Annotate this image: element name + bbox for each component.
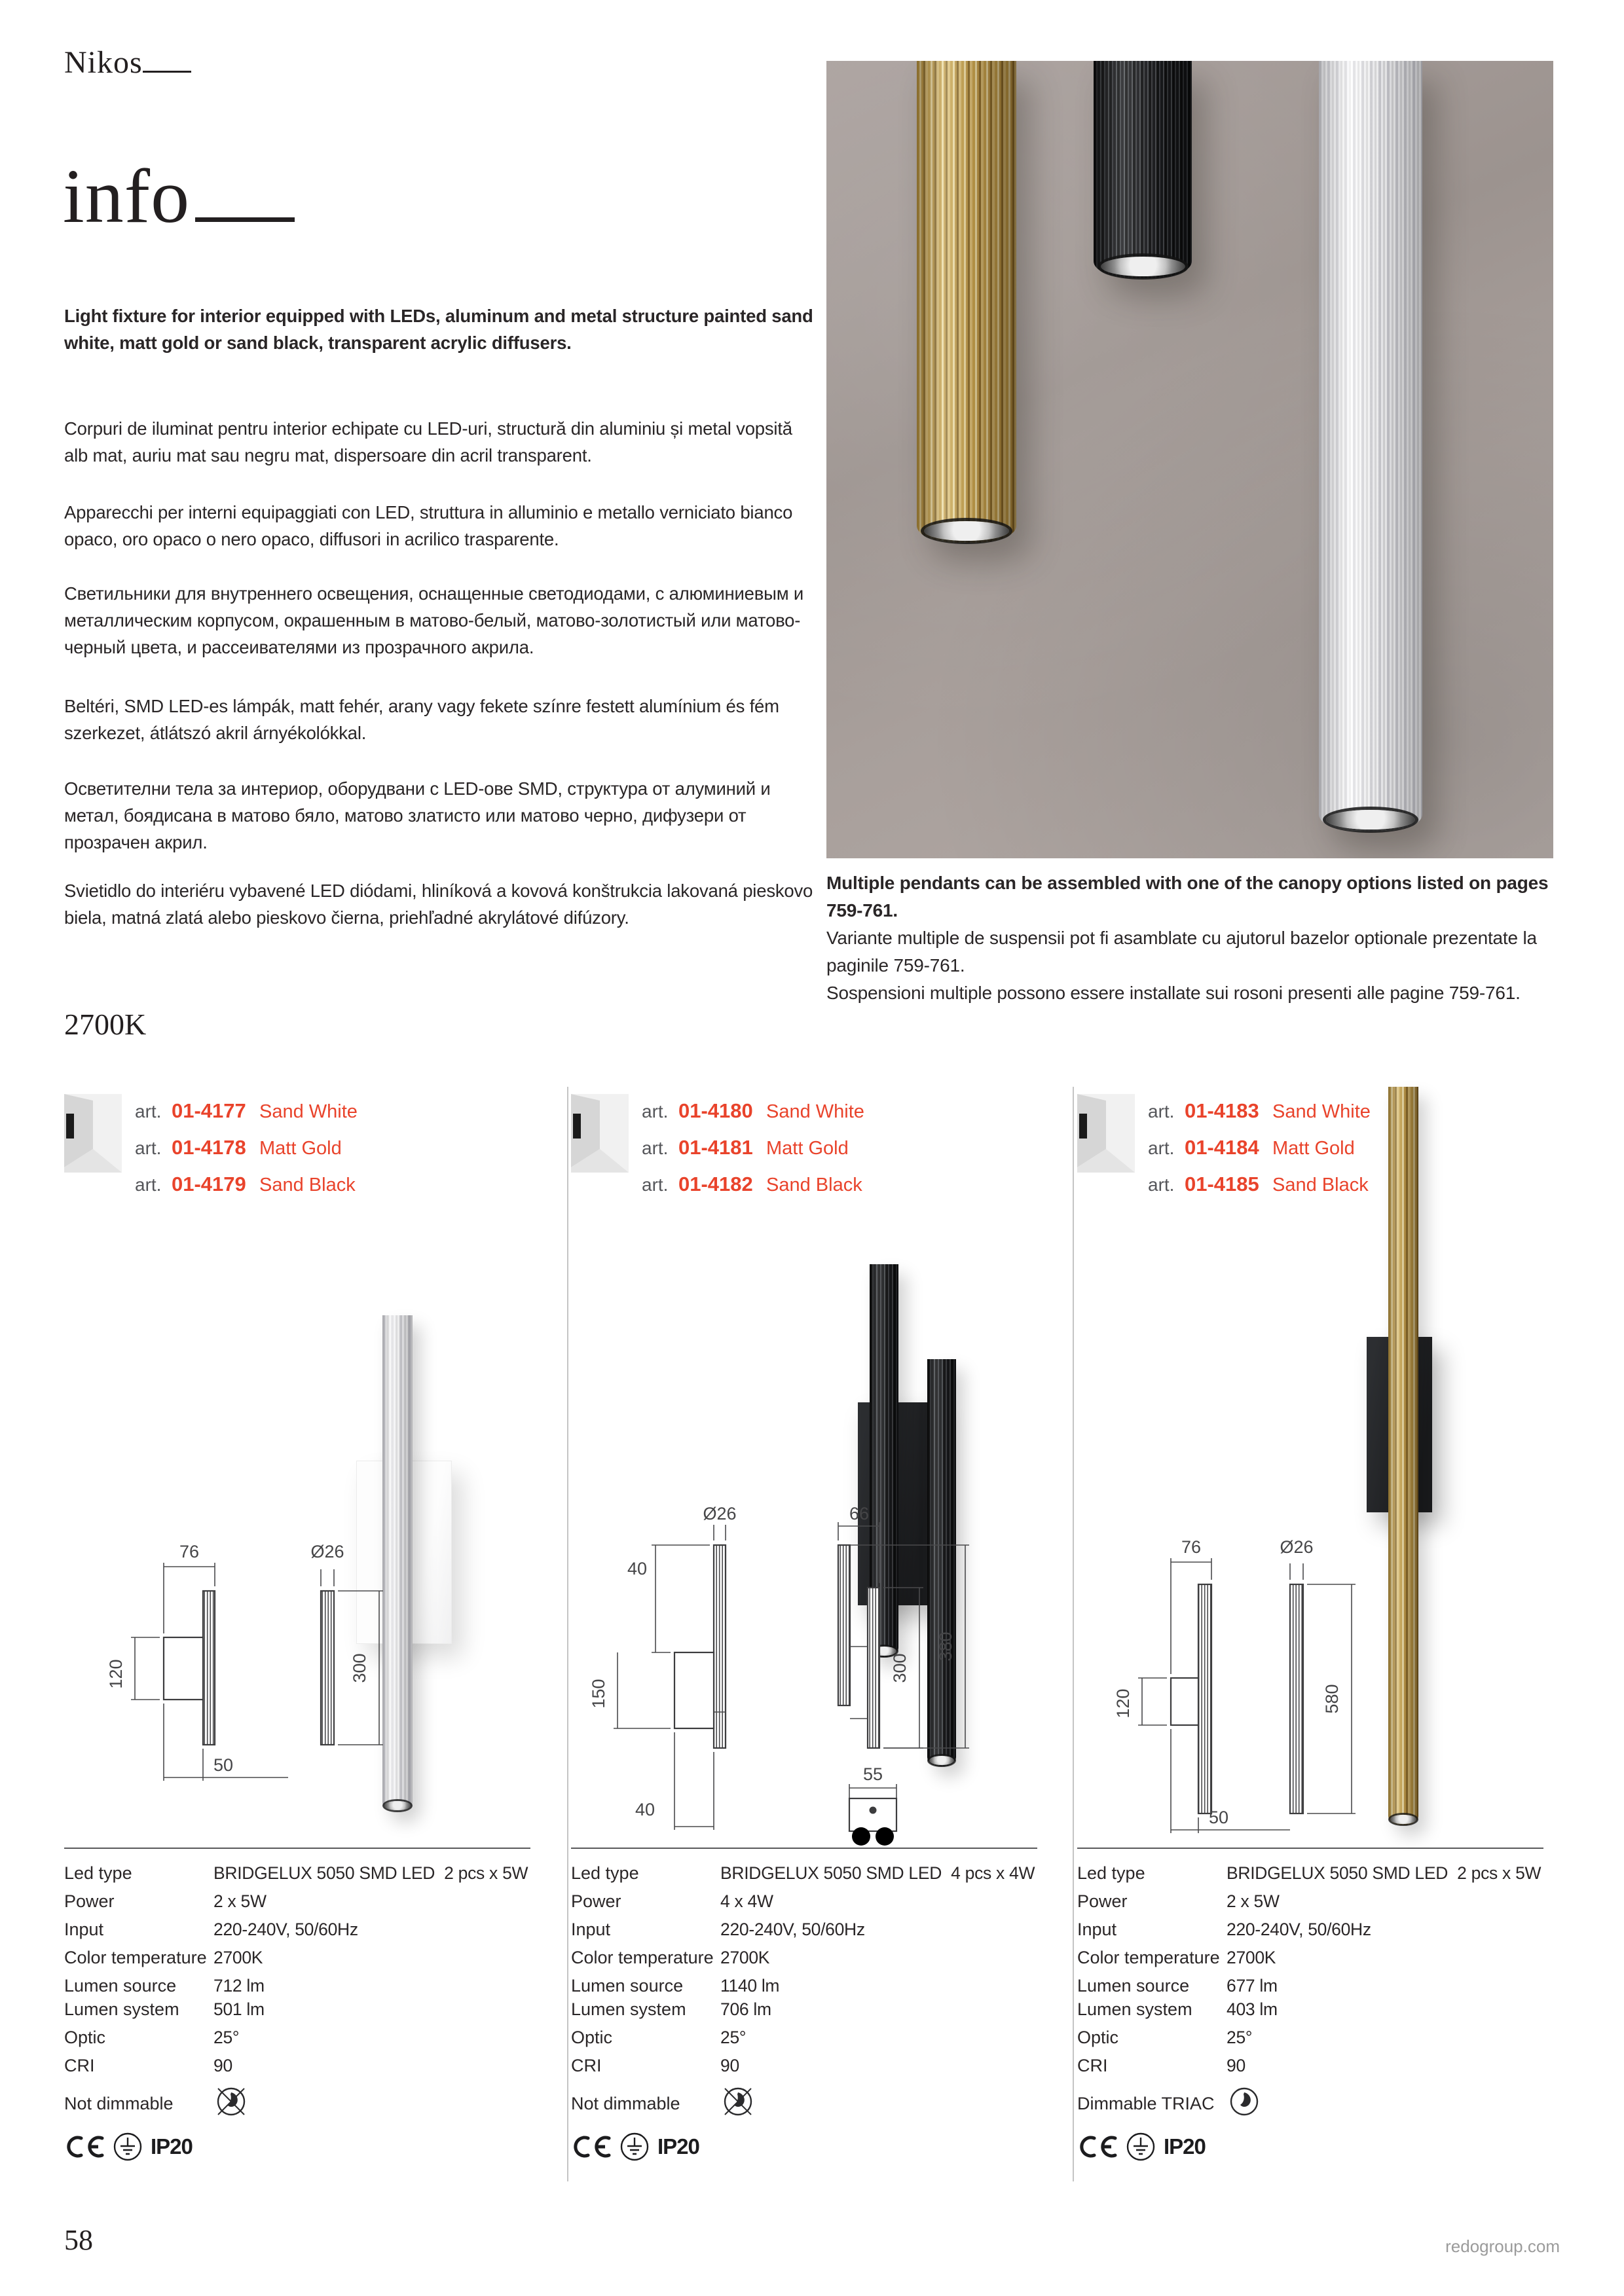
spec-value: 90 [720,2056,739,2075]
article-row [135,1173,358,1196]
intro-paragraph-en: Light fixture for interior equipped with LEDs, aluminum and metal structure painted sand white, matt gold or sand black, transparent acrylic diffusers. [64,306,813,353]
spec-label: Optic [64,2028,106,2047]
spec-value: BRIDGELUX 5050 SMD LED 2 pcs x 5W [1227,1863,1541,1883]
article-block-2 [571,1090,1037,1208]
spec-value: 220-240V, 50/60Hz [1227,1920,1371,1939]
dim-height-overall: 380 [936,1631,955,1662]
article-row [135,1136,358,1159]
brand-title [64,45,191,81]
spec-value: 220-240V, 50/60Hz [720,1920,865,1939]
dim-offset-top: 40 [627,1559,648,1578]
art-finish: Matt Gold [259,1138,342,1159]
dimmable-label: Not dimmable [64,2094,174,2113]
spec-label: CRI [571,2056,602,2075]
pendant-black-lens [1101,257,1185,276]
art-prefix: art. [642,1101,669,1121]
intro-paragraph-it: Apparecchi per interni equipaggiati con LED, struttura in alluminio e metallo verniciato bianco opaco, oro opaco o nero opaco, diffusori in acrilico trasparente. [64,502,793,549]
dim-height: 580 [1322,1684,1342,1714]
spec-label: Led type [1077,1863,1145,1883]
spec-value: 2 x 5W [1227,1891,1280,1911]
dim-height: 300 [350,1653,369,1683]
dimmer-not-dimmable-icon [213,2084,249,2119]
spec-label: CRI [1077,2056,1108,2075]
spec-value: 706 lm [720,1999,771,2019]
lamp-lens [384,1801,411,1810]
page-title-text: info [63,153,191,239]
intro-paragraph-sk: Svietidlo do interiéru vybavené LED diódami, hliníková a kovová konštrukcia lakovaná pieskovo biela, matná zlatá alebo pieskovo čierna, priehľadné akrylátové difúzory. [64,881,813,928]
spec-label: Lumen system [1077,1999,1192,2019]
article-block-3 [1077,1090,1543,1208]
art-prefix: art. [1148,1138,1175,1158]
caption-line3: Sospensioni multiple possono essere installate sui rosoni presenti alle pagine 759-761. [826,983,1521,1003]
spec-label: Color temperature [64,1948,207,1967]
earth-ground-icon [1126,2132,1156,2162]
page-title-underline [195,217,295,222]
spec-value: 1140 lm [720,1976,780,1995]
spec-value: 25° [720,2028,747,2047]
photo-caption [826,869,1555,1007]
pendant-gold [917,61,1016,543]
spec-value: 2700K [1227,1948,1276,1967]
dim-depth: 50 [213,1755,234,1775]
spec-value: 220-240V, 50/60Hz [213,1920,358,1939]
spec-label: Power [571,1891,621,1911]
spec-label: CRI [64,2056,95,2075]
spec-label: Power [1077,1891,1128,1911]
page-number: 58 [64,2224,93,2256]
spec-label: Lumen source [64,1976,177,1995]
ip-rating: IP20 [657,2134,699,2159]
art-finish: Sand Black [259,1175,356,1195]
art-finish: Sand Black [766,1175,862,1195]
spec-label: Input [571,1920,611,1939]
art-code: 01-4185 [1185,1173,1259,1195]
dim-height-inner: 300 [890,1653,910,1683]
art-code: 01-4184 [1185,1136,1259,1159]
spec-label: Lumen source [1077,1976,1190,1995]
dim-diameter: Ø26 [703,1504,737,1523]
dim-width: 66 [849,1504,870,1523]
art-finish: Sand White [1272,1101,1371,1122]
intro-paragraph-hu: Beltéri, SMD LED-es lámpák, matt fehér, arany vagy fekete színre festett alumínium és fém szerkezet, átlátszó akril árnyékolókkal. [64,696,779,743]
dim-width: 76 [179,1542,200,1561]
dim-bracket: 150 [589,1679,608,1709]
spec-label: Lumen system [571,1999,686,2019]
caption-line2: Variante multiple de suspensii pot fi asamblate cu ajutorul bazelor optionale prezentate la paginile 759-761. [826,928,1537,975]
dim-bracket: 120 [106,1659,126,1689]
earth-ground-icon [113,2132,143,2162]
intro-paragraph-bg: Осветителни тела за интериор, оборудвани с LED-ове SMD, структура от алуминий и метал, боядисана в матово бяло, матово златисто или матово черно, дифузери от прозрачен акрил. [64,778,771,852]
dimmable-label: Not dimmable [571,2094,680,2113]
spec-label: Led type [64,1863,132,1883]
art-prefix: art. [135,1175,162,1195]
dim-canopy: 55 [862,1764,883,1784]
spec-value: 403 lm [1227,1999,1278,2019]
spec-label: Lumen source [571,1976,684,1995]
dim-diameter: Ø26 [310,1542,344,1561]
art-code: 01-4179 [172,1173,246,1195]
dim-diameter: Ø26 [1280,1537,1314,1557]
article-block-1 [64,1090,530,1208]
dim-width: 76 [1181,1537,1202,1557]
dim-offset-bottom: 40 [635,1800,655,1819]
art-code: 01-4177 [172,1099,246,1122]
spec-value: 712 lm [213,1976,265,1995]
column-divider [567,1087,568,2181]
art-prefix: art. [135,1138,162,1158]
art-finish: Sand Black [1272,1175,1369,1195]
intro-paragraph-ro: Corpuri de iluminat pentru interior echipate cu LED-uri, structură din aluminiu și metal vopsită alb mat, auriu mat sau negru mat, dispersoare din acril transparent. [64,418,792,465]
art-code: 01-4178 [172,1136,246,1159]
article-row [135,1099,358,1123]
earth-ground-icon [619,2132,650,2162]
spec-value: 25° [1227,2028,1253,2047]
spec-label: Lumen system [64,1999,179,2019]
article-row [1148,1136,1371,1159]
spec-table-3 [1077,1848,1543,2162]
spec-label: Optic [1077,2028,1119,2047]
spec-label: Optic [571,2028,613,2047]
spec-value: 25° [213,2028,240,2047]
art-prefix: art. [642,1138,669,1158]
caption-bold: Multiple pendants can be assembled with one of the canopy options listed on pages 759-761. [826,873,1549,920]
art-code: 01-4181 [678,1136,753,1159]
pendant-white [1319,61,1422,831]
dimension-drawing-3 [1100,1525,1467,1853]
spec-value: 677 lm [1227,1976,1278,1995]
hero-photo-pendants [826,61,1553,858]
art-code: 01-4182 [678,1173,753,1195]
spec-label: Color temperature [571,1948,714,1967]
spec-value: 2700K [720,1948,770,1967]
color-temperature-heading: 2700K [64,1008,147,1041]
art-finish: Matt Gold [1272,1138,1355,1159]
art-prefix: art. [642,1175,669,1195]
dimension-drawing-1 [85,1529,426,1791]
dimmer-not-dimmable-icon [720,2084,756,2119]
article-row [642,1173,864,1196]
spec-value: 4 x 4W [720,1891,773,1911]
article-row [642,1136,864,1159]
dim-bracket: 120 [1113,1688,1133,1719]
dimension-drawing-2 [580,1503,1025,1869]
spec-label: Input [1077,1920,1117,1939]
ce-mark-icon [571,2135,612,2159]
article-row [1148,1099,1371,1123]
art-finish: Sand White [766,1101,864,1122]
art-code: 01-4183 [1185,1099,1259,1122]
dimmer-triac-icon [1227,2084,1262,2119]
wall-mount-icon [64,1094,122,1173]
art-code: 01-4180 [678,1099,753,1122]
spec-label: Input [64,1920,104,1939]
dim-depth: 50 [1209,1808,1229,1827]
wall-mount-icon [1077,1094,1135,1173]
spec-value: 2 x 5W [213,1891,267,1911]
spec-value: 2700K [213,1948,263,1967]
spec-value: BRIDGELUX 5050 SMD LED 2 pcs x 5W [213,1863,528,1883]
article-row [642,1099,864,1123]
spec-table-1 [64,1848,530,2162]
dimmable-label: Dimmable TRIAC [1077,2094,1215,2113]
spec-label: Color temperature [1077,1948,1220,1967]
art-finish: Sand White [259,1101,358,1122]
spec-value: 90 [213,2056,232,2075]
wall-mount-icon [571,1094,629,1173]
art-prefix: art. [1148,1175,1175,1195]
spec-value: 501 lm [213,1999,265,2019]
pendant-black [1094,61,1192,278]
spec-label: Led type [571,1863,639,1883]
column-divider [1073,1087,1074,2181]
ce-mark-icon [1077,2135,1118,2159]
spec-table-2 [571,1848,1037,2162]
website-link[interactable]: redogroup.com [1445,2236,1560,2256]
article-row [1148,1173,1371,1196]
pendant-gold-lens [924,521,1010,541]
brand-name: Nikos [64,45,143,80]
art-prefix: art. [135,1101,162,1121]
intro-paragraph-ru: Светильники для внутреннего освещения, оснащенные светодиодами, с алюминиевым и металлическим корпусом, окрашенным в матово-белый, матово-золотистый или матово-черный цвета, и рассеивателями из прозрачного акрила. [64,583,804,657]
ce-mark-icon [64,2135,105,2159]
art-finish: Matt Gold [766,1138,849,1159]
spec-value: 90 [1227,2056,1246,2075]
spec-label: Power [64,1891,115,1911]
ip-rating: IP20 [1164,2134,1206,2159]
pendant-white-lens [1326,810,1415,829]
spec-value: BRIDGELUX 5050 SMD LED 4 pcs x 4W [720,1863,1035,1883]
brand-underline [143,71,191,73]
ip-rating: IP20 [151,2134,193,2159]
page-title [63,152,295,241]
art-prefix: art. [1148,1101,1175,1121]
